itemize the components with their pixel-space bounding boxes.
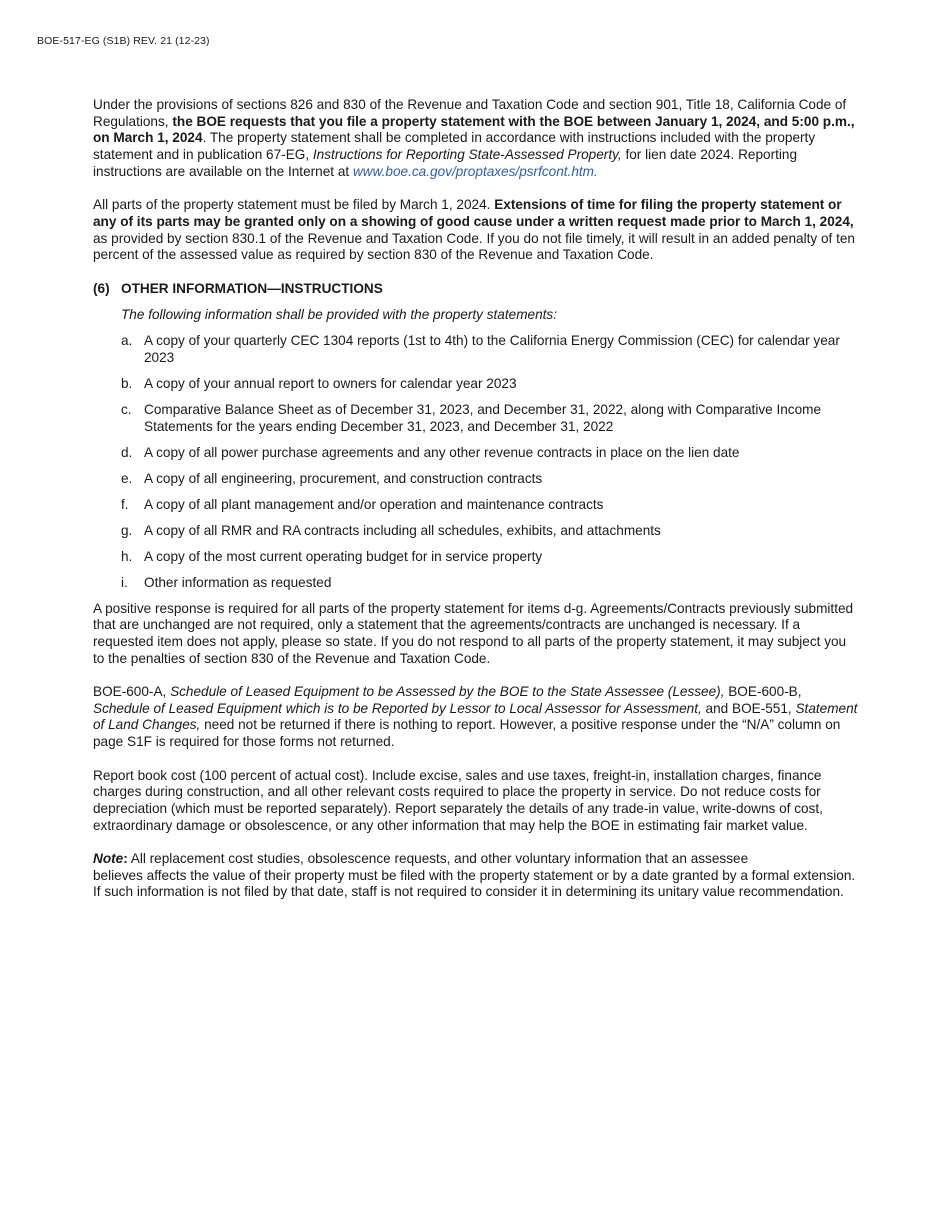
forms-text-e: and BOE-551, [701,700,796,716]
forms-text-a: BOE-600-A, [93,684,171,700]
list-item-letter: e. [121,470,133,486]
list-item [121,471,859,488]
list-item-text: A copy of your annual report to owners for calendar year 2023 [144,375,517,391]
note-text-rest: believes affects the value of their property must be filed with the property statement or by a date granted by a formal extension. If such information is not filed by that date, staff is not required to consider it in determining its unitary value recommendation. [93,867,856,900]
list-item [121,575,859,592]
forms-text-g: need not be returned if there is nothing to report. However, a positive response under the “N/A” column on page S1F is required for those forms not returned. [93,717,841,750]
intro-p2-text-a: All parts of the property statement must be filed by March 1, 2024. [93,197,495,213]
list-item-text: Comparative Balance Sheet as of December 31, 2023, and December 31, 2022, along with Comparative Income Statements for the years ending December 31, 2023, and December 31, 2022 [144,401,822,434]
list-item [121,549,859,566]
intro-paragraph-2 [93,197,859,264]
list-item-letter: h. [121,548,133,564]
instructions-link[interactable]: www.boe.ca.gov/proptaxes/psrfcont.htm. [352,163,598,179]
list-item [121,333,859,366]
list-item-text: A copy of all power purchase agreements and any other revenue contracts in place on the lien date [144,444,740,460]
intro-p1-text-e: for lien date 2024. Reporting instructions are available on the Internet at [93,147,798,179]
note-colon: : [123,851,128,867]
list-item-text: A copy of all engineering, procurement, and construction contracts [144,470,543,486]
forms-paragraph [93,684,859,751]
section-intro: The following information shall be provided with the property statements: [121,307,557,323]
form-identifier: BOE-517-EG (S1B) REV. 21 (12-23) [37,35,210,47]
list-item-letter: d. [121,444,133,460]
list-item [121,445,859,462]
list-item-letter: i. [121,574,128,590]
requirements-list [121,333,859,591]
form-600a-title: Schedule of Leased Equipment to be Assessed by the BOE to the State Assessee (Lessee), [170,684,725,700]
list-item [121,376,859,393]
intro-paragraph-1 [93,97,859,181]
list-item-text: A copy of all RMR and RA contracts including all schedules, exhibits, and attachments [144,522,661,538]
list-item-letter: g. [121,522,133,538]
list-item-text: A copy of the most current operating budget for in service property [144,548,543,564]
list-item-text: A copy of your quarterly CEC 1304 reports (1st to 4th) to the California Energy Commission (CEC) for calendar year 2023 [144,333,840,365]
list-item [121,523,859,540]
extension-notice: Extensions of time for filing the property statement or any of its parts may be granted only on a showing of good cause under a written request made prior to March 1, 2024, [93,197,854,229]
list-item [121,497,859,514]
list-item-text: Other information as requested [144,574,332,590]
forms-text-c: BOE-600-B, [724,684,802,700]
list-item-letter: f. [121,496,129,512]
intro-p2-text-c: as provided by section 830.1 of the Revenue and Taxation Code. If you do not file timely, it will result in an added penalty of ten percent of the assessed value as required by section 830 of the Revenue and Taxation Code. [93,230,855,263]
form-551-title: Statement of Land Changes, [93,700,858,733]
section-number: (6) [93,280,110,296]
intro-p1-text-a: Under the provisions of sections 826 and 830 of the Revenue and Taxation Code and section 901, Title 18, California Code of Regulations, [93,97,847,129]
publication-title: Instructions for Reporting State-Assessed Property, [312,147,622,163]
list-item-text: A copy of all plant management and/or operation and maintenance contracts [144,496,604,512]
book-cost-paragraph: Report book cost (100 percent of actual cost). Include excise, sales and use taxes, freight-in, installation charges, finance charges during construction, and all other relevant costs required to place the property in service. Do not reduce costs for depreciation (which must be reported separately). Report separately the details of any trade-in value, write-downs of cost, extraordinary damage or obsolescence, or any other information that may help the BOE in estimating fair market value. [93,767,823,833]
form-600b-title: Schedule of Leased Equipment which is to be Reported by Lessor to Local Assessor for Assessment, [93,700,702,716]
document-body [93,97,859,901]
list-item-letter: b. [121,375,133,391]
list-item [121,402,859,435]
list-item-letter: c. [121,401,132,417]
section-title: OTHER INFORMATION—INSTRUCTIONS [121,280,383,296]
intro-p1-filing-window: the BOE requests that you file a property statement with the BOE between January 1, 2024, and 5:00 p.m., on March 1, 2024 [93,113,855,146]
section-heading [93,281,859,298]
list-item-letter: a. [121,333,133,349]
note-label: Note [93,851,124,867]
note-text-line1: All replacement cost studies, obsolescence requests, and other voluntary information that an assessee [127,851,749,867]
intro-p1-text-c: . The property statement shall be completed in accordance with instructions included with the property statement and in publication 67-EG, [93,130,816,163]
note-paragraph [93,851,859,901]
positive-response-paragraph: A positive response is required for all parts of the property statement for items d-g. Agreements/Contracts previously submitted that are unchanged are not required, only a statement that the agreements/contracts are unchanged is necessary. If a requested item does not apply, please so state. If you do not respond to all parts of the property statement, it may subject you to the penalties of section 830 of the Revenue and Taxation Code. [93,600,854,666]
